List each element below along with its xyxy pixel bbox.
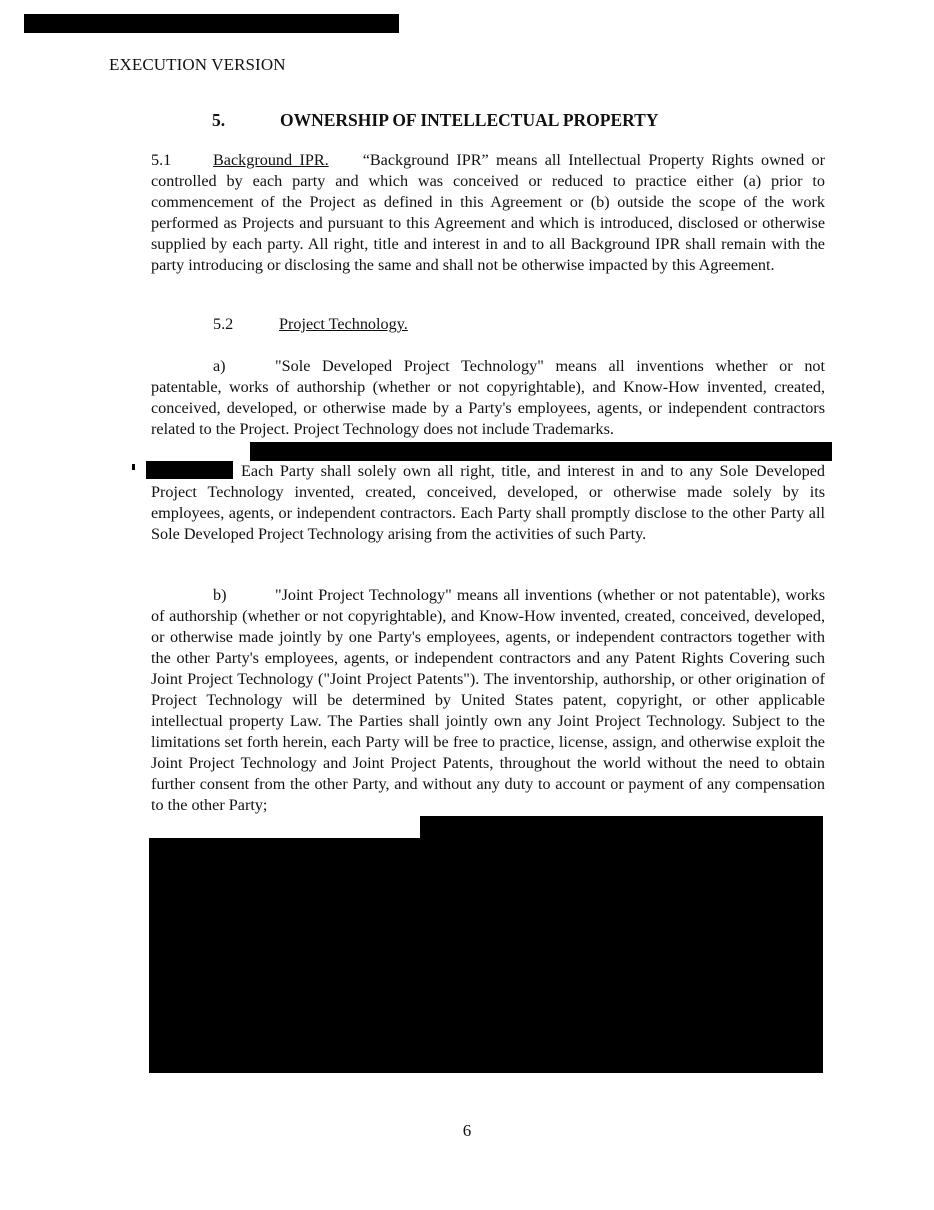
clause-5-2-number: 5.2	[213, 315, 234, 333]
clause-5-1-text: “Background IPR” means all Intellectual Property Rights owned or controlled by each party and which was conceived or reduced to practice either (a) prior to commencement of the Project as defined in this Agreement or (b) outside the scope of the work performed as Projects and pursuant to this Agreement and which is introduced, disclosed or otherwise supplied by each party. All right, title and interest in and to all Background IPR shall remain with the party introducing or disclosing the same and shall not be otherwise impacted by this Agreement.	[151, 151, 825, 274]
clause-b	[151, 585, 825, 816]
inline-redaction-1	[250, 442, 832, 461]
section-number: 5.	[212, 110, 226, 130]
clause-a-part-2	[151, 461, 825, 545]
clause-5-2-heading-line	[213, 315, 408, 334]
clause-5-1	[151, 150, 825, 276]
section-title: OWNERSHIP OF INTELLECTUAL PROPERTY	[280, 110, 659, 130]
redaction-block-main	[149, 838, 823, 1073]
clause-5-2-heading: Project Technology.	[279, 315, 408, 333]
clause-b-text: "Joint Project Technology" means all inventions (whether or not patentable), works of authorship (whether or not copyrightable), and Know-How invented, created, conceived, developed, or otherwise made jointly by one Party's employees, agents, or independent contractors together with the other Party's employees, agents, or independent contractors and any Patent Rights Covering such Joint Project Technology ("Joint Project Patents"). The inventorship, authorship, or other origination of Project Technology will be determined by United States patent, copyright, or other applicable intellectual property Law. The Parties shall jointly own any Joint Project Technology. Subject to the limitations set forth herein, each Party will be free to practice, license, assign, and otherwise exploit the Joint Project Technology and Joint Project Patents, throughout the world without the need to obtain further consent from the other Party, and without any duty to account or payment of any compensation to the other Party;	[151, 586, 825, 814]
clause-5-1-heading: Background IPR.	[213, 151, 329, 169]
clause-b-label: b)	[213, 586, 227, 604]
clause-a-label: a)	[213, 357, 226, 375]
clause-5-1-number: 5.1	[151, 151, 172, 169]
document-version-label: EXECUTION VERSION	[109, 55, 286, 74]
margin-mark	[132, 464, 135, 470]
clause-a-text-1: "Sole Developed Project Technology" means all inventions whether or not patentable, works of authorship (whether or not copyrightable), and Know-How invented, created, conceived, developed, or otherwise made by a Party's employees, agents, or independent contractors related to the Project. Project Technology does not include Trademarks.	[151, 357, 825, 438]
clause-a-text-2: Each Party shall solely own all right, title, and interest in and to any Sole Developed Project Technology invented, created, conceived, developed, or otherwise made solely by its employees, agents, or independent contractors. Each Party shall promptly disclose to the other Party all Sole Developed Project Technology arising from the activities of such Party.	[151, 462, 825, 543]
page-number: 6	[462, 1121, 472, 1140]
section-heading	[212, 110, 658, 131]
clause-a-part-1	[151, 356, 825, 440]
redaction-block-top	[420, 816, 823, 840]
header-redaction	[24, 14, 399, 33]
